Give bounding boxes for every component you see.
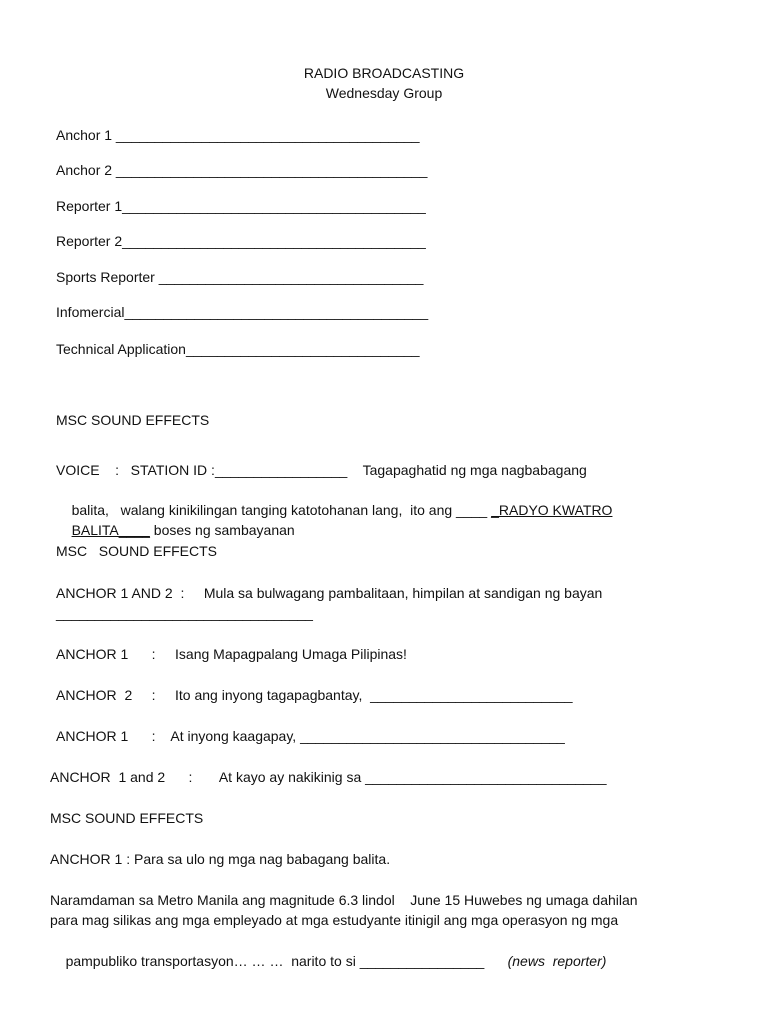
voice-line-3-text: boses ng sambayanan bbox=[149, 522, 295, 538]
anchor-1-kaagapay: ANCHOR 1 : At inyong kaagapay, __________________________________ bbox=[56, 728, 565, 744]
anchor-1-and-2-line-2: _________________________________ bbox=[56, 605, 313, 621]
station-name-part-2: BALITA____ bbox=[71, 522, 150, 538]
anchor-1-headline-intro: ANCHOR 1 : Para sa ulo ng mga nag babagang balita. bbox=[50, 851, 391, 867]
msc-sound-effects-1: MSC SOUND EFFECTS bbox=[56, 412, 210, 428]
news-paragraph-line-1: Naramdaman sa Metro Manila ang magnitude 6.3 lindol June 15 Huwebes ng umaga dahilan bbox=[50, 892, 638, 908]
role-sports-reporter: Sports Reporter __________________________________ bbox=[56, 269, 424, 285]
document-title: RADIO BROADCASTING bbox=[303, 65, 465, 81]
role-anchor-2: Anchor 2 ________________________________________ bbox=[56, 162, 428, 178]
station-name-part-1: _RADYO KWATRO bbox=[491, 502, 613, 518]
voice-station-id-line-1: VOICE : STATION ID :_________________ Tagapaghatid ng mga nagbabagang bbox=[56, 462, 587, 478]
news-paragraph-line-2: para mag silikas ang mga empleyado at mga estudyante itinigil ang mga operasyon ng mga bbox=[50, 912, 619, 928]
role-infomercial: Infomercial_______________________________________ bbox=[56, 304, 429, 320]
msc-sound-effects-2: MSC SOUND EFFECTS bbox=[56, 543, 218, 559]
news-reporter-label: (news reporter) bbox=[507, 953, 607, 969]
role-technical-application: Technical Application______________________________ bbox=[56, 341, 420, 357]
role-reporter-1: Reporter 1_______________________________________ bbox=[56, 198, 426, 214]
news-paragraph-line-3 bbox=[50, 931, 606, 991]
role-reporter-2: Reporter 2_______________________________________ bbox=[56, 233, 426, 249]
document-subtitle: Wednesday Group bbox=[325, 85, 443, 101]
anchor-1-greeting: ANCHOR 1 : Isang Mapagpalang Umaga Pilipinas! bbox=[56, 646, 407, 662]
anchor-1-and-2-line-1: ANCHOR 1 AND 2 : Mula sa bulwagang pambalitaan, himpilan at sandigan ng bayan bbox=[56, 585, 603, 601]
voice-line-2-text: balita, walang kinikilingan tanging katotohanan lang, ito ang ____ bbox=[71, 502, 492, 518]
anchor-1-and-2-nakikinig: ANCHOR 1 and 2 : At kayo ay nakikinig sa _______________________________ bbox=[50, 769, 607, 785]
msc-sound-effects-3: MSC SOUND EFFECTS bbox=[50, 810, 204, 826]
anchor-2-line: ANCHOR 2 : Ito ang inyong tagapagbantay, __________________________ bbox=[56, 687, 573, 703]
role-anchor-1: Anchor 1 _______________________________________ bbox=[56, 127, 420, 143]
news-line-3-text: pampubliko transportasyon… … … narito to si ________________ bbox=[65, 953, 508, 969]
